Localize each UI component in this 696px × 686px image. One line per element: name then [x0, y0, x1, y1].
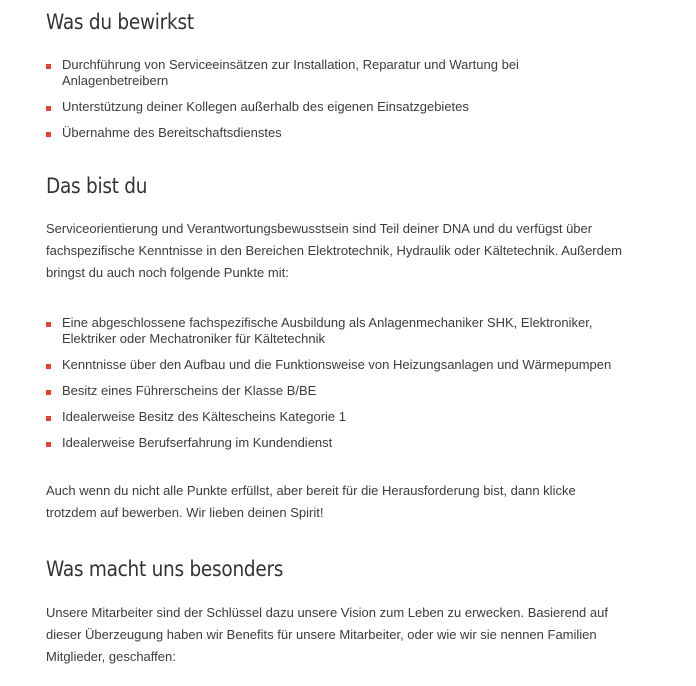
- list-item: Besitz eines Führerscheins der Klasse B/BE: [46, 383, 622, 399]
- bullet-icon: [46, 106, 51, 111]
- list-item: Kenntnisse über den Aufbau und die Funktionsweise von Heizungsanlagen und Wärmepumpen: [46, 357, 622, 373]
- section-title-impact: Was du bewirkst: [46, 10, 194, 34]
- impact-list: [46, 57, 562, 141]
- list-item: Eine abgeschlossene fachspezifische Ausbildung als Anlagenmechaniker SHK, Elektroniker, Elektriker oder Mechatroniker für Kältetechnik: [46, 315, 622, 347]
- section-title-benefits: Was macht uns besonders: [46, 557, 284, 581]
- benefits-intro: Unsere Mitarbeiter sind der Schlüssel dazu unsere Vision zum Leben zu erwecken. Basierend auf dieser Überzeugung haben wir Benefits für unsere Mitarbeiter, oder wie wir sie nennen Familien Mitglieder, geschaffen:: [46, 605, 608, 664]
- list-item: Idealerweise Berufserfahrung im Kundendienst: [46, 435, 622, 451]
- list-item: Idealerweise Besitz des Kältescheins Kategorie 1: [46, 409, 622, 425]
- list-item: Unterstützung deiner Kollegen außerhalb des eigenen Einsatzgebietes: [46, 99, 562, 115]
- bullet-icon: [46, 322, 51, 327]
- bullet-icon: [46, 364, 51, 369]
- bullet-icon: [46, 64, 51, 69]
- bullet-icon: [46, 132, 51, 137]
- profile-list: [46, 315, 622, 451]
- list-item: Übernahme des Bereitschaftsdienstes: [46, 125, 562, 141]
- bullet-icon: [46, 390, 51, 395]
- bullet-icon: [46, 442, 51, 447]
- profile-intro: Serviceorientierung und Verantwortungsbewusstsein sind Teil deiner DNA und du verfügst über fachspezifische Kenntnisse in den Bereichen Elektrotechnik, Hydraulik oder Kältetechnik. Außerdem bringst du auch noch folgende Punkte mit:: [46, 221, 622, 280]
- profile-outro: Auch wenn du nicht alle Punkte erfüllst, aber bereit für die Herausforderung bist, dann klicke trotzdem auf bewerben. Wir lieben deinen Spirit!: [46, 483, 576, 520]
- list-item: Durchführung von Serviceeinsätzen zur Installation, Reparatur und Wartung bei Anlagenbetreibern: [46, 57, 562, 89]
- section-title-profile: Das bist du: [46, 174, 148, 198]
- bullet-icon: [46, 416, 51, 421]
